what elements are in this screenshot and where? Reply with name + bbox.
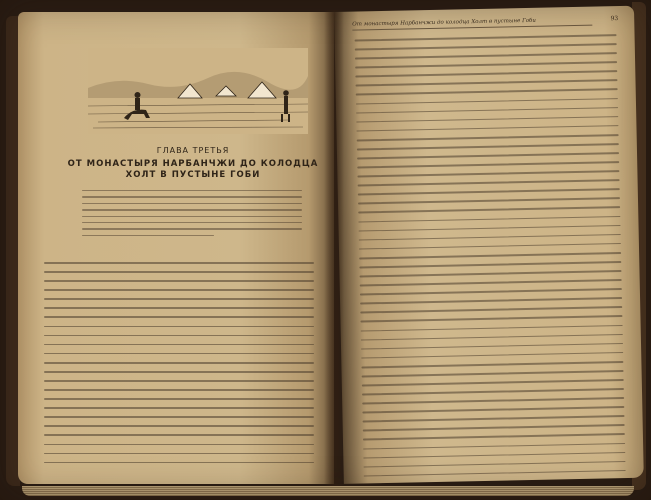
chapter-label: ГЛАВА ТРЕТЬЯ	[156, 146, 230, 155]
chapter-title-line: ХОЛТ В ПУСТЫНЕ ГОБИ	[125, 170, 261, 180]
book-spine	[324, 10, 344, 486]
left-page	[18, 12, 334, 484]
page-edges	[22, 486, 634, 496]
running-head: От монастыря Нарбанчжи до колодца Холт в пустыне Гоби	[352, 17, 592, 31]
page-number: 93	[610, 15, 619, 23]
chapter-title	[58, 159, 328, 181]
steppe-illustration	[88, 48, 308, 134]
right-page	[334, 6, 644, 484]
right-page-body-text	[355, 34, 627, 484]
chapter-title-line: ОТ МОНАСТЫРЯ НАРБАНЧЖИ ДО КОЛОДЦА	[67, 159, 319, 169]
left-page-body-text	[44, 262, 314, 471]
open-book	[6, 2, 646, 496]
chapter-summary	[82, 190, 302, 241]
